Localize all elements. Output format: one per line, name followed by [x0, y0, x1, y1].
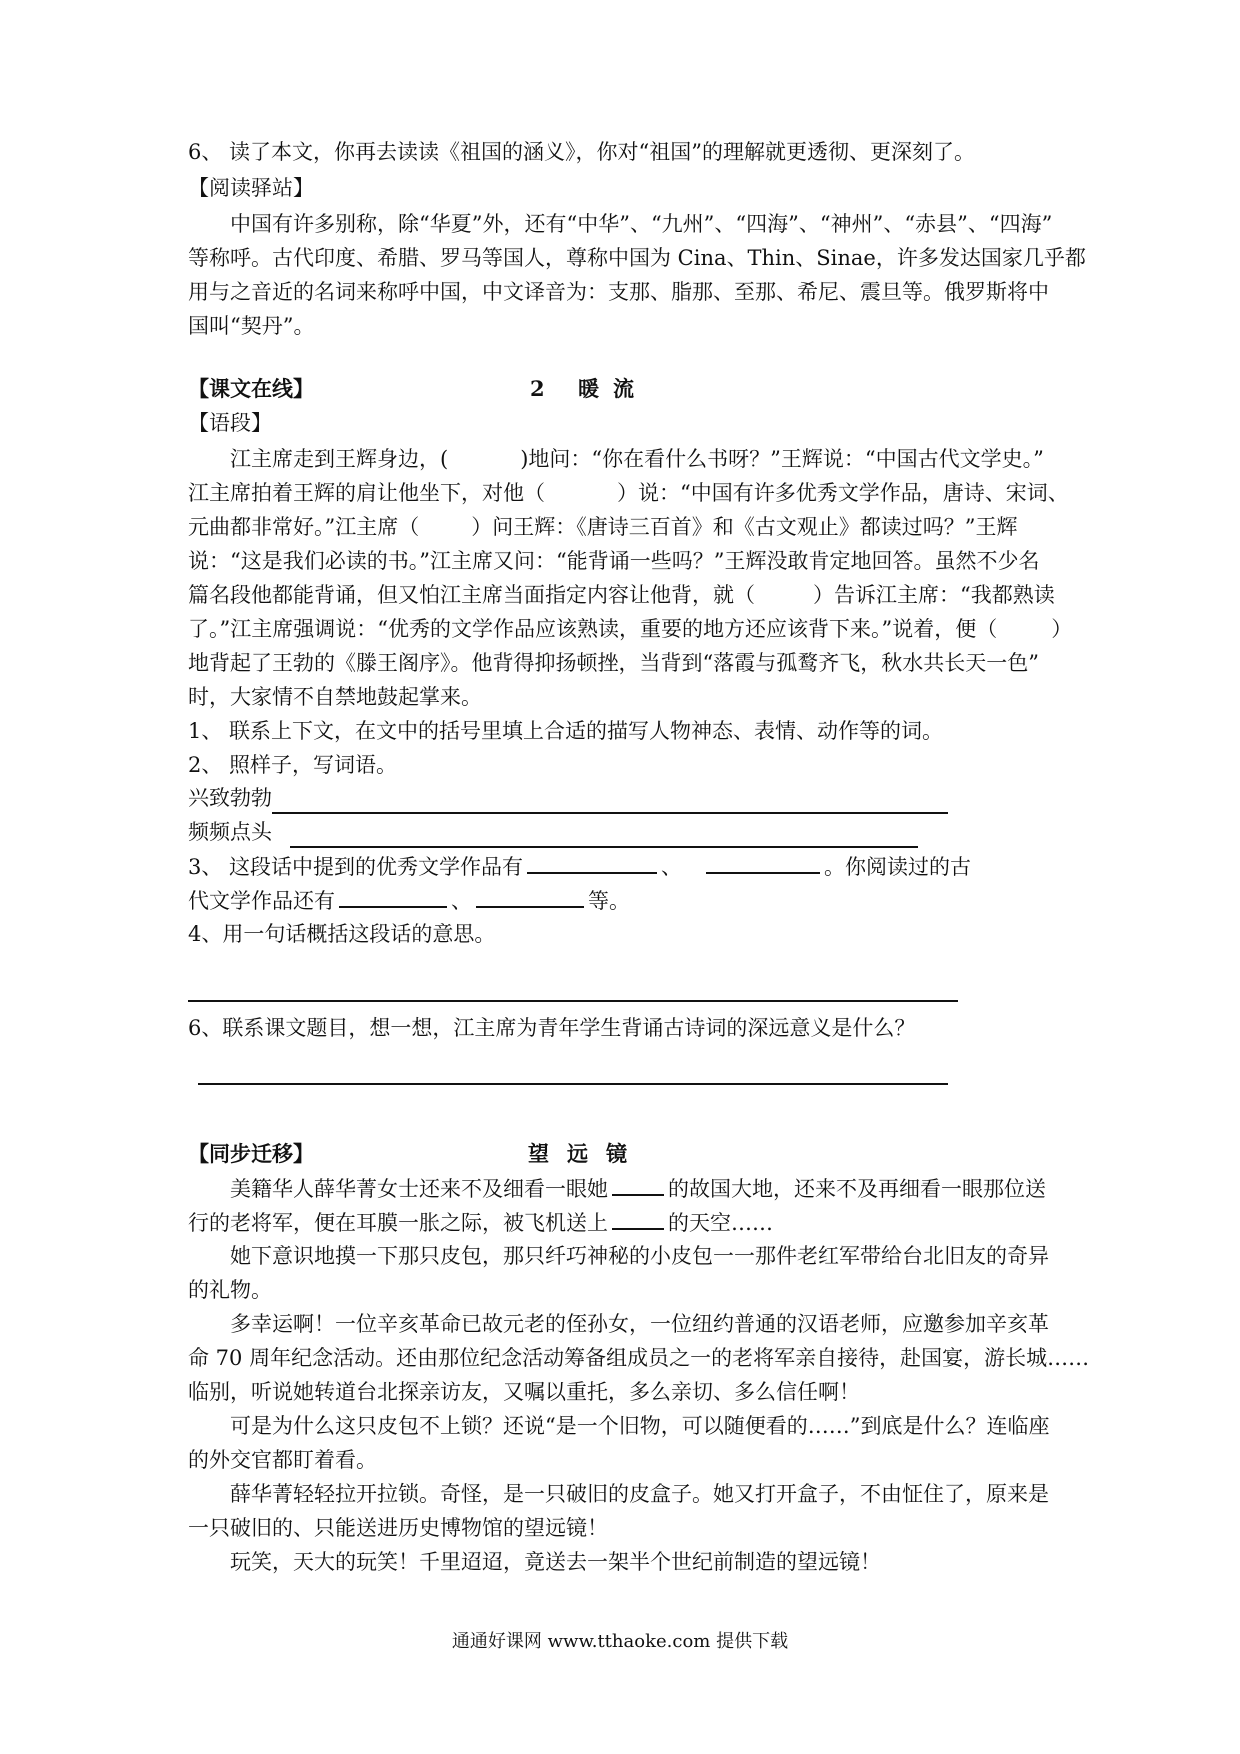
reading-line-2: 等称呼。古代印度、希腊、罗马等国人，尊称中国为 Cina、Thin、Sinae，许多发达国家几乎都 — [188, 246, 1086, 270]
passage-text: ）告诉江主席：“我都熟读 — [813, 583, 1055, 607]
story-line-12: 玩笑，天大的玩笑！千里迢迢，竟送去一架半个世纪前制造的望远镜！ — [230, 1550, 881, 1574]
passage-line-5 — [188, 579, 1068, 611]
story-line-3: 她下意识地摸一下那只皮包，那只纤巧神秘的小皮包一一那件老红军带给台北旧友的奇异 — [230, 1244, 1049, 1268]
question-text: 3、 这段话中提到的优秀文学作品有 — [188, 855, 524, 879]
answer-blank[interactable] — [339, 884, 447, 908]
story-title: 望远镜 — [528, 1141, 645, 1166]
story-line-1 — [230, 1172, 1110, 1205]
answer-line[interactable] — [198, 1083, 948, 1085]
answer-blank[interactable] — [706, 850, 820, 874]
story-line-5: 多幸运啊！一位辛亥革命已故元老的侄孙女，一位纽约普通的汉语老师，应邀参加辛亥革 — [230, 1312, 1049, 1336]
word-example-2: 频频点头 — [188, 820, 272, 844]
reading-station-header: 【阅读驿站】 — [188, 176, 314, 200]
passage-text: 篇名段他都能背诵，但又怕江主席当面指定内容让他背，就（ — [188, 583, 755, 607]
story-text: 行的老将军，便在耳膜一胀之际，被飞机送上 — [188, 1211, 608, 1235]
passage-line-4: 说：“这是我们必读的书。”江主席又问：“能背诵一些吗？”王辉没敢肯定地回答。虽然不少名 — [188, 549, 1040, 573]
question-text: 、 — [451, 889, 472, 913]
reading-line-1: 中国有许多别称，除“华夏”外，还有“中华”、“九州”、“四海”、“神州”、“赤县”、“四海” — [230, 212, 1053, 236]
passage-line-6 — [188, 613, 1073, 645]
passage-line-7: 地背起了王勃的《滕王阁序》。他背得抑扬顿挫，当背到“落霞与孤鹜齐飞，秋水共长天一色” — [188, 651, 1039, 675]
page-footer: 通通好课网 www.tthaoke.com 提供下载 — [451, 1631, 789, 1652]
passage-text: ） — [1051, 617, 1073, 641]
story-text: 的天空…… — [668, 1211, 773, 1235]
lesson-number: 2 — [530, 376, 545, 401]
question-4: 4、用一句话概括这段话的意思。 — [188, 922, 496, 946]
answer-blank[interactable] — [476, 884, 584, 908]
question-3-line-1 — [188, 850, 1068, 883]
question-3-line-2 — [188, 884, 1068, 917]
lesson-title: 暖流 — [578, 376, 648, 401]
question-6: 6、联系课文题目，想一想，江主席为青年学生背诵古诗词的深远意义是什么？ — [188, 1016, 916, 1040]
story-text: 美籍华人薛华菁女士还来不及细看一眼她 — [230, 1177, 608, 1201]
answer-line[interactable] — [290, 846, 918, 848]
passage-line-3 — [188, 511, 1068, 543]
passage-text: 江主席拍着王辉的肩让他坐下，对他（ — [188, 481, 545, 505]
reading-line-3: 用与之音近的名词来称呼中国，中文译音为：支那、脂那、至那、希尼、震旦等。俄罗斯将中 — [188, 280, 1049, 304]
passage-line-1 — [230, 443, 1110, 475]
sync-transfer-header: 【同步迁移】 — [188, 1141, 314, 1166]
story-line-4: 的礼物。 — [188, 1278, 272, 1302]
passage-line-2 — [188, 477, 1068, 509]
passage-line-8: 时，大家情不自禁地鼓起掌来。 — [188, 685, 482, 709]
word-example-1: 兴致勃勃 — [188, 786, 272, 810]
question-6-intro: 6、 读了本文，你再去读读《祖国的涵义》，你对“祖国”的理解就更透彻、更深刻了。 — [188, 140, 976, 164]
story-line-11: 一只破旧的、只能送进历史博物馆的望远镜！ — [188, 1516, 608, 1540]
story-line-6: 命 70 周年纪念活动。还由那位纪念活动筹备组成员之一的老将军亲自接待，赴国宴，游长城…… — [188, 1346, 1090, 1370]
story-line-9: 的外交官都盯着看。 — [188, 1448, 377, 1472]
story-line-7: 临别，听说她转道台北探亲访友，又嘱以重托，多么亲切、多么信任啊！ — [188, 1380, 860, 1404]
passage-text: )地问：“你在看什么书呀？”王辉说：“中国古代文学史。” — [520, 447, 1044, 471]
answer-line[interactable] — [188, 1000, 958, 1002]
story-line-10: 薛华菁轻轻拉开拉锁。奇怪，是一只破旧的皮盒子。她又打开盒子，不由怔住了，原来是 — [230, 1482, 1049, 1506]
story-text: 的故国大地，还来不及再细看一眼那位送 — [668, 1177, 1046, 1201]
question-2: 2、 照样子，写词语。 — [188, 753, 398, 777]
paragraph-header: 【语段】 — [188, 411, 272, 435]
passage-text: 了。”江主席强调说：“优秀的文学作品应该熟读，重要的地方还应该背下来。”说着，便（ — [188, 617, 998, 641]
question-text: 、 — [661, 855, 683, 879]
question-text: 等。 — [588, 889, 630, 913]
passage-text: 元曲都非常好。”江主席（ — [188, 515, 420, 539]
answer-blank[interactable] — [612, 1172, 664, 1196]
question-text: 代文学作品还有 — [188, 889, 335, 913]
answer-line[interactable] — [272, 812, 948, 814]
question-text: 。你阅读过的古 — [824, 855, 972, 879]
answer-blank[interactable] — [612, 1206, 664, 1230]
passage-text: 江主席走到王辉身边，( — [230, 447, 449, 471]
online-text-header: 【课文在线】 — [188, 376, 314, 401]
story-line-2 — [188, 1206, 1068, 1239]
answer-blank[interactable] — [527, 850, 657, 874]
story-line-8: 可是为什么这只皮包不上锁？还说“是一个旧物，可以随便看的……”到底是什么？连临座 — [230, 1414, 1050, 1438]
reading-line-4: 国叫“契丹”。 — [188, 314, 315, 338]
question-1: 1、 联系上下文，在文中的括号里填上合适的描写人物神态、表情、动作等的词。 — [188, 719, 944, 743]
passage-text: ）说：“中国有许多优秀文学作品，唐诗、宋词、 — [617, 481, 1069, 505]
passage-text: ）问王辉：《唐诗三百首》和《古文观止》都读过吗？”王辉 — [471, 515, 1018, 539]
